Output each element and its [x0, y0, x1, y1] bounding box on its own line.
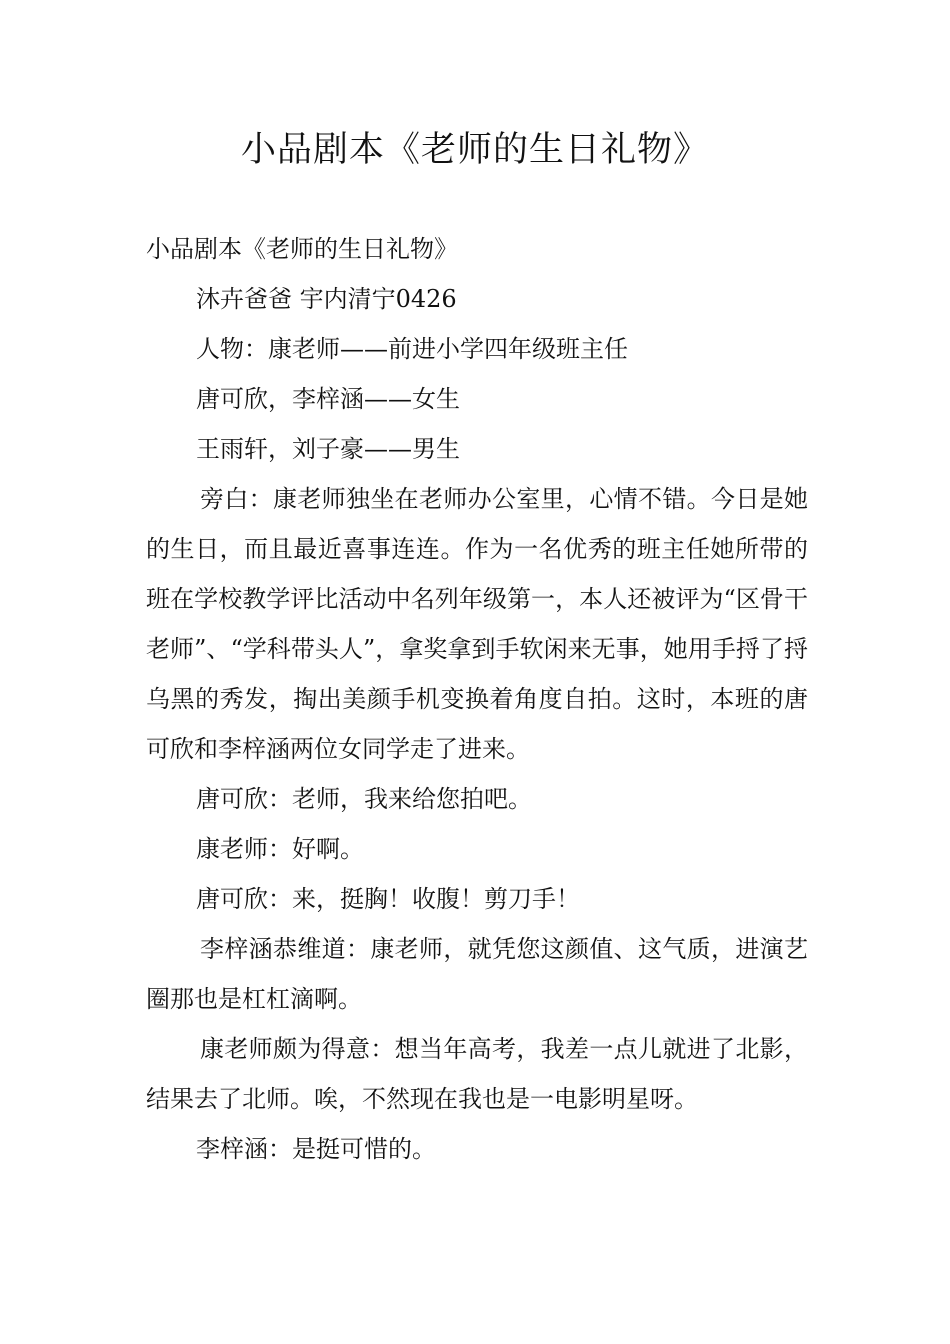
- dialogue-line: 康老师：好啊。: [196, 835, 364, 863]
- document-body: [146, 224, 808, 1174]
- dialogue-line: 李梓涵：是挺可惜的。: [196, 1135, 436, 1163]
- dialogue-line: 唐可欣：老师，我来给您拍吧。: [196, 785, 532, 813]
- characters-line: 人物：康老师——前进小学四年级班主任: [196, 335, 628, 363]
- dialogue-paragraph: 李梓涵恭维道：康老师，就凭您这颜值、这气质，进演艺圈那也是杠杠滴啊。: [146, 935, 808, 1013]
- boys-line: 王雨轩，刘子豪——男生: [196, 435, 460, 463]
- narration-paragraph: 旁白：康老师独坐在老师办公室里，心情不错。今日是她的生日，而且最近喜事连连。作为一名优秀的班主任她所带的班在学校教学评比活动中名列年级第一，本人还被评为“区骨干老师”、“学科带头人”，拿奖拿到手软闲来无事，她用手捋了捋乌黑的秀发，掏出美颜手机变换着角度自拍。这时，本班的唐可欣和李梓涵两位女同学走了进来。: [146, 485, 808, 763]
- dialogue-paragraph: 康老师颇为得意：想当年高考，我差一点儿就进了北影，结果去了北师。唉，不然现在我也是一电影明星呀。: [146, 1035, 808, 1113]
- subtitle-line: 小品剧本《老师的生日礼物》: [146, 235, 458, 263]
- girls-line: 唐可欣，李梓涵——女生: [196, 385, 460, 413]
- dialogue-line: 唐可欣：来，挺胸！收腹！剪刀手！: [196, 885, 580, 913]
- document-title: 小品剧本《老师的生日礼物》: [240, 130, 709, 170]
- author-line: 沐卉爸爸 宇内清宁0426: [196, 285, 457, 313]
